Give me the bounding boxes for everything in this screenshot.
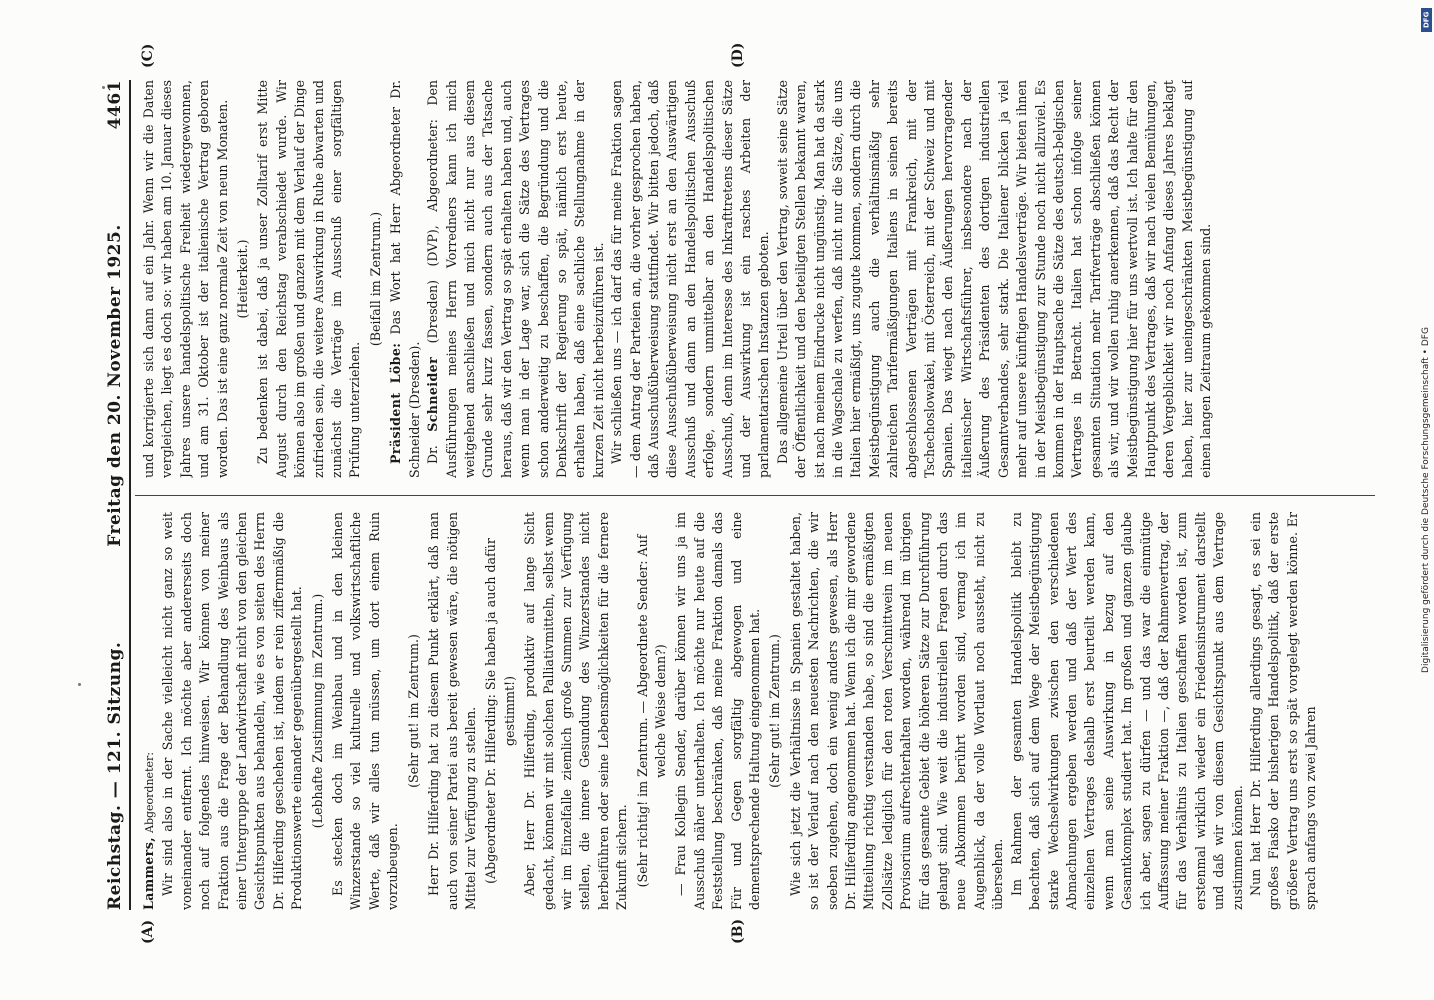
stage-direction: (Lebhafte Zustimmung im Zentrum.)	[309, 593, 325, 829]
paragraph: Aber, Herr Dr. Hilferding, produktiv auf lange Sicht gedacht, können wir mit solchen Palliativmitteln, selbst wenn wir im Einzelfalle ziemlich große Summen zur Verfügung stellen, die innere Gesundung des Winzerstandes nicht herbeiführen oder seine Lebensmöglichkeiten für die fernere Zukunft sichern.	[522, 512, 630, 910]
paragraph: Nun hat Herr Dr. Hilferding allerdings gesagt, es sei ein großes Fiasko der bisherigen Handelspolitik, daß der erste größere Vertrag uns erst so spät vorgelegt werden könne. Er sprach anfangs von zwei Jahren	[1247, 512, 1319, 910]
margin-mark-c: (C)	[140, 43, 156, 68]
paragraph	[140, 512, 159, 910]
paragraph: Wir sind also in der Sache vielleicht nicht ganz so weit voneinander entfernt. Ich möchte aber andererseits doch noch auf folgendes hinweisen. Wir können von meiner Fraktion aus die Frage der Behandlung des Weinbaus als einer Untergruppe der Landwirtschaft nicht von den gleichen Gesichtspunkten aus behandeln, wie es von seiten des Herrn Dr. Hilferding geschehen ist, indem er rein ziffernmäßig die Produktionswerte einander gegenübergestellt hat.	[160, 512, 305, 910]
paragraph: Es stecken doch im Weinbau und in den kleinen Winzerstande so viel kulturelle und volkswirtschaftliche Werte, daß wir alles tun müssen, um dort einem Ruin vorzubeugen.	[330, 512, 401, 910]
paragraph: Wie sich jetzt die Verhältnisse in Spanien gestaltet haben, so ist der Verlauf nach den neuesten Nachrichten, die wir soeben zugehen, doch ein wenig anders gewesen, als Herr Dr. Hilferding angenommen hat. Wenn ich die mir gewordene Mitteilung richtig verstanden habe, so sind die ermäßigten Zollsätze lediglich für den roten Verschnittwein im neuen Provisorium aufrechterhalten worden, während im übrigen für das gesamte Gebiet die höheren Sätze zur Durchführung gelangt sind. Wie weit die industriellen Fragen durch das neue Abkommen berührt worden sind, vermag ich im Augenblick, da der volle Wortlaut noch aussteht, nicht zu übersehen.	[787, 512, 1006, 910]
right-column	[140, 80, 1380, 478]
margin-mark-d: (D)	[730, 42, 746, 68]
speaker-name: Lammers,	[141, 837, 156, 910]
stage-direction: (Sehr gut! im Zentrum.)	[767, 634, 783, 788]
margin-mark-a: (A)	[140, 919, 156, 944]
margin-mark-b: (B)	[730, 918, 746, 944]
page-number: 4461	[105, 80, 125, 130]
header-left: Reichstag. — 121. Sitzung.	[105, 641, 125, 910]
speaker-role: Abgeordneter:	[143, 752, 156, 833]
paragraph	[387, 80, 424, 478]
dfg-logo: DFG	[1421, 8, 1432, 32]
speaker-title: Dr.	[425, 445, 441, 464]
page-body	[85, 42, 1385, 944]
paragraph	[424, 80, 608, 478]
paragraph: — Frau Kollegin Sender, darüber können wir uns ja im Ausschuß näher unterhalten. Ich möchte nur heute auf die Feststellung beschränken, daß meine Fraktion damals das Für und Gegen sorgfältig abgewogen und eine dementsprechende Haltung eingenommen hat.	[673, 512, 762, 910]
speaker-name: Schneider	[425, 356, 441, 432]
stage-direction: (Beifall im Zentrum.)	[367, 211, 383, 347]
paragraph: Wir schließen uns — ich darf das für meine Fraktion sagen — dem Antrag der Parteien an, die vorher gesprochen haben, daß Ausschußüberweisung stattfindet. Wir bitten jedoch, daß diese Ausschußüberweisung nicht erst an den Auswärtigen Ausschuß und dann an den Handelspolitischen Ausschuß erfolge, sondern unmittelbar an den Handelspolitischen Ausschuß, denn im Interesse des Inkrafttretens dieser Sätze und der Auswirkung ist ein rasches Arbeiten der parlamentarischen Instanzen geboten.	[609, 80, 772, 478]
stage-direction: (Sehr gut! im Zentrum.)	[405, 634, 421, 788]
header-rule	[129, 80, 131, 910]
paragraph: Zu bedenken ist dabei, daß ja unser Zolltarif erst Mitte August durch den Reichstag verabschiedet wurde. Wir können also im großen und ganzen mit dem Verlauf der Dinge zufrieden sein, die weitere Auswirkung in Ruhe abwarten und zunächst die Verträge im Ausschuß einer sorgfältigen Prüfung unterziehen.	[255, 80, 363, 478]
left-column	[140, 512, 1380, 910]
digitization-credit	[1418, 0, 1434, 1000]
paragraph: und korrigierte sich dann auf ein Jahr. Wenn wir die Daten vergleichen, liegt es doch so: wir haben am 10. Januar dieses Jahres unsere handelspolitische Freiheit wiedergewonnen, und am 31. Oktober ist der italienische Vertrag geboren worden. Das ist eine ganz normale Zeit von neun Monaten.	[141, 80, 230, 478]
president-label: Präsident Löbe:	[388, 342, 404, 464]
stage-direction: (Abgeordneter Dr. Hilferding: Sie haben ja auch dafür gestimmt!)	[483, 538, 517, 884]
stage-direction: (Heiterkeit.)	[235, 239, 251, 319]
running-head	[85, 80, 125, 910]
speaker-intro: (Dresden) (DVP), Abgeordneter: Den Ausführungen meines Herrn Vorredners kann ich mich weitgehend anschließen und mich nicht nur aus diesem Grunde sehr kurz fassen, sondern auch aus der Tatsache heraus, daß wir den Vertrag so spät erhalten haben und, auch wenn man in der Lage war, sich die Sätze des Vertrages schon anderweitig zu beschaffen, die Begründung und die Denkschrift der Regierung so spät, nämlich erst heute, erhalten haben, daß eine sachliche Stellungnahme in der kurzen Zeit nicht herbeizuführen ist.	[425, 80, 606, 478]
paragraph: Das allgemeine Urteil über den Vertrag, soweit seine Sätze der Öffentlichkeit und den beteiligten Stellen bekannt waren, ist nach meinem Eindrucke nicht ungünstig. Man hat da stark in die Wagschale zu werfen, daß nicht nur die Sätze, die uns Italien hier ermäßigt, uns zugute kommen, sondern durch die Meistbegünstigung auch die verhältnismäßig sehr zahlreichen Tarifermäßigungen Italiens in seinen bereits abgeschlossenen Verträgen mit Frankreich, mit der Tschechoslowakei, mit Österreich, mit der Schweiz und mit Spanien. Das wiegt nach den Äußerungen hervorragender italienischer Wirtschaftsführer, insbesondere nach der Äußerung des Präsidenten des dortigen industriellen Gesamtverbandes, sehr stark. Die Italiener blicken ja viel mehr auf unsere künftigen Handelsverträge. Wir bieten ihnen in der Meistbegünstigung zur Stunde noch nicht allzuviel. Es kommen in der Hauptsache die Sätze des deutsch-belgischen Vertrages in Betracht. Italien hat schon infolge seiner gesamten Situation mehr Tarifverträge abschließen können als wir, und wir wollen ruhig anerkennen, daß das Recht der Meistbegünstigung hier für uns wertvoll ist. Ich halte für den Hauptpunkt des Vertrages, daß wir nach vielen Bemühungen, deren Vergeblichkeit wir noch Anfang dieses Jahres beklagt haben, hier zur uneingeschränkten Meistbegünstigung auf einen langen Zeitraum gekommen sind.	[774, 80, 1214, 478]
credit-text: Digitalisierung gefördert durch die Deutsche Forschungsgemeinschaft • DFG	[1421, 327, 1431, 673]
paragraph: Im Rahmen der gesamten Handelspolitik bleibt zu beachten, daß sich auf dem Wege der Meistbegünstigung starke Wechselwirkungen zwischen den verschiedenen Abmachungen ergeben werden und daß der Wert des einzelnen Vertrages deshalb erst beurteilt werden kann, wenn man seine Auswirkung in bezug auf den Gesamtkomplex studiert hat. Im großen und ganzen glaube ich aber, sagen zu dürfen — und das war die einmütige Auffassung meiner Fraktion —, daß der Rahmenvertrag, der für das Verhältnis zu Italien geschaffen worden ist, zum erstenmal wirklich wieder ein Friedensinstrument darstellt und daß wir von diesem Gesichtspunkt aus dem Vertrage zustimmen können.	[1008, 512, 1245, 910]
paragraph: Herr Dr. Hilferding hat zu diesem Punkt erklärt, daß man auch von seiner Partei aus bereit gewesen wäre, die nötigen Mittel zur Verfügung zu stellen.	[426, 512, 478, 910]
header-date: Freitag den 20. November 1925.	[105, 224, 125, 547]
column-rule	[135, 495, 1375, 496]
president-text: Das Wort hat Herr Abgeordneter Dr. Schneider (Dresden).	[388, 80, 422, 478]
stage-direction: (Sehr richtig! im Zentrum. — Abgeordnete Sender: Auf welche Weise denn?)	[634, 534, 668, 888]
